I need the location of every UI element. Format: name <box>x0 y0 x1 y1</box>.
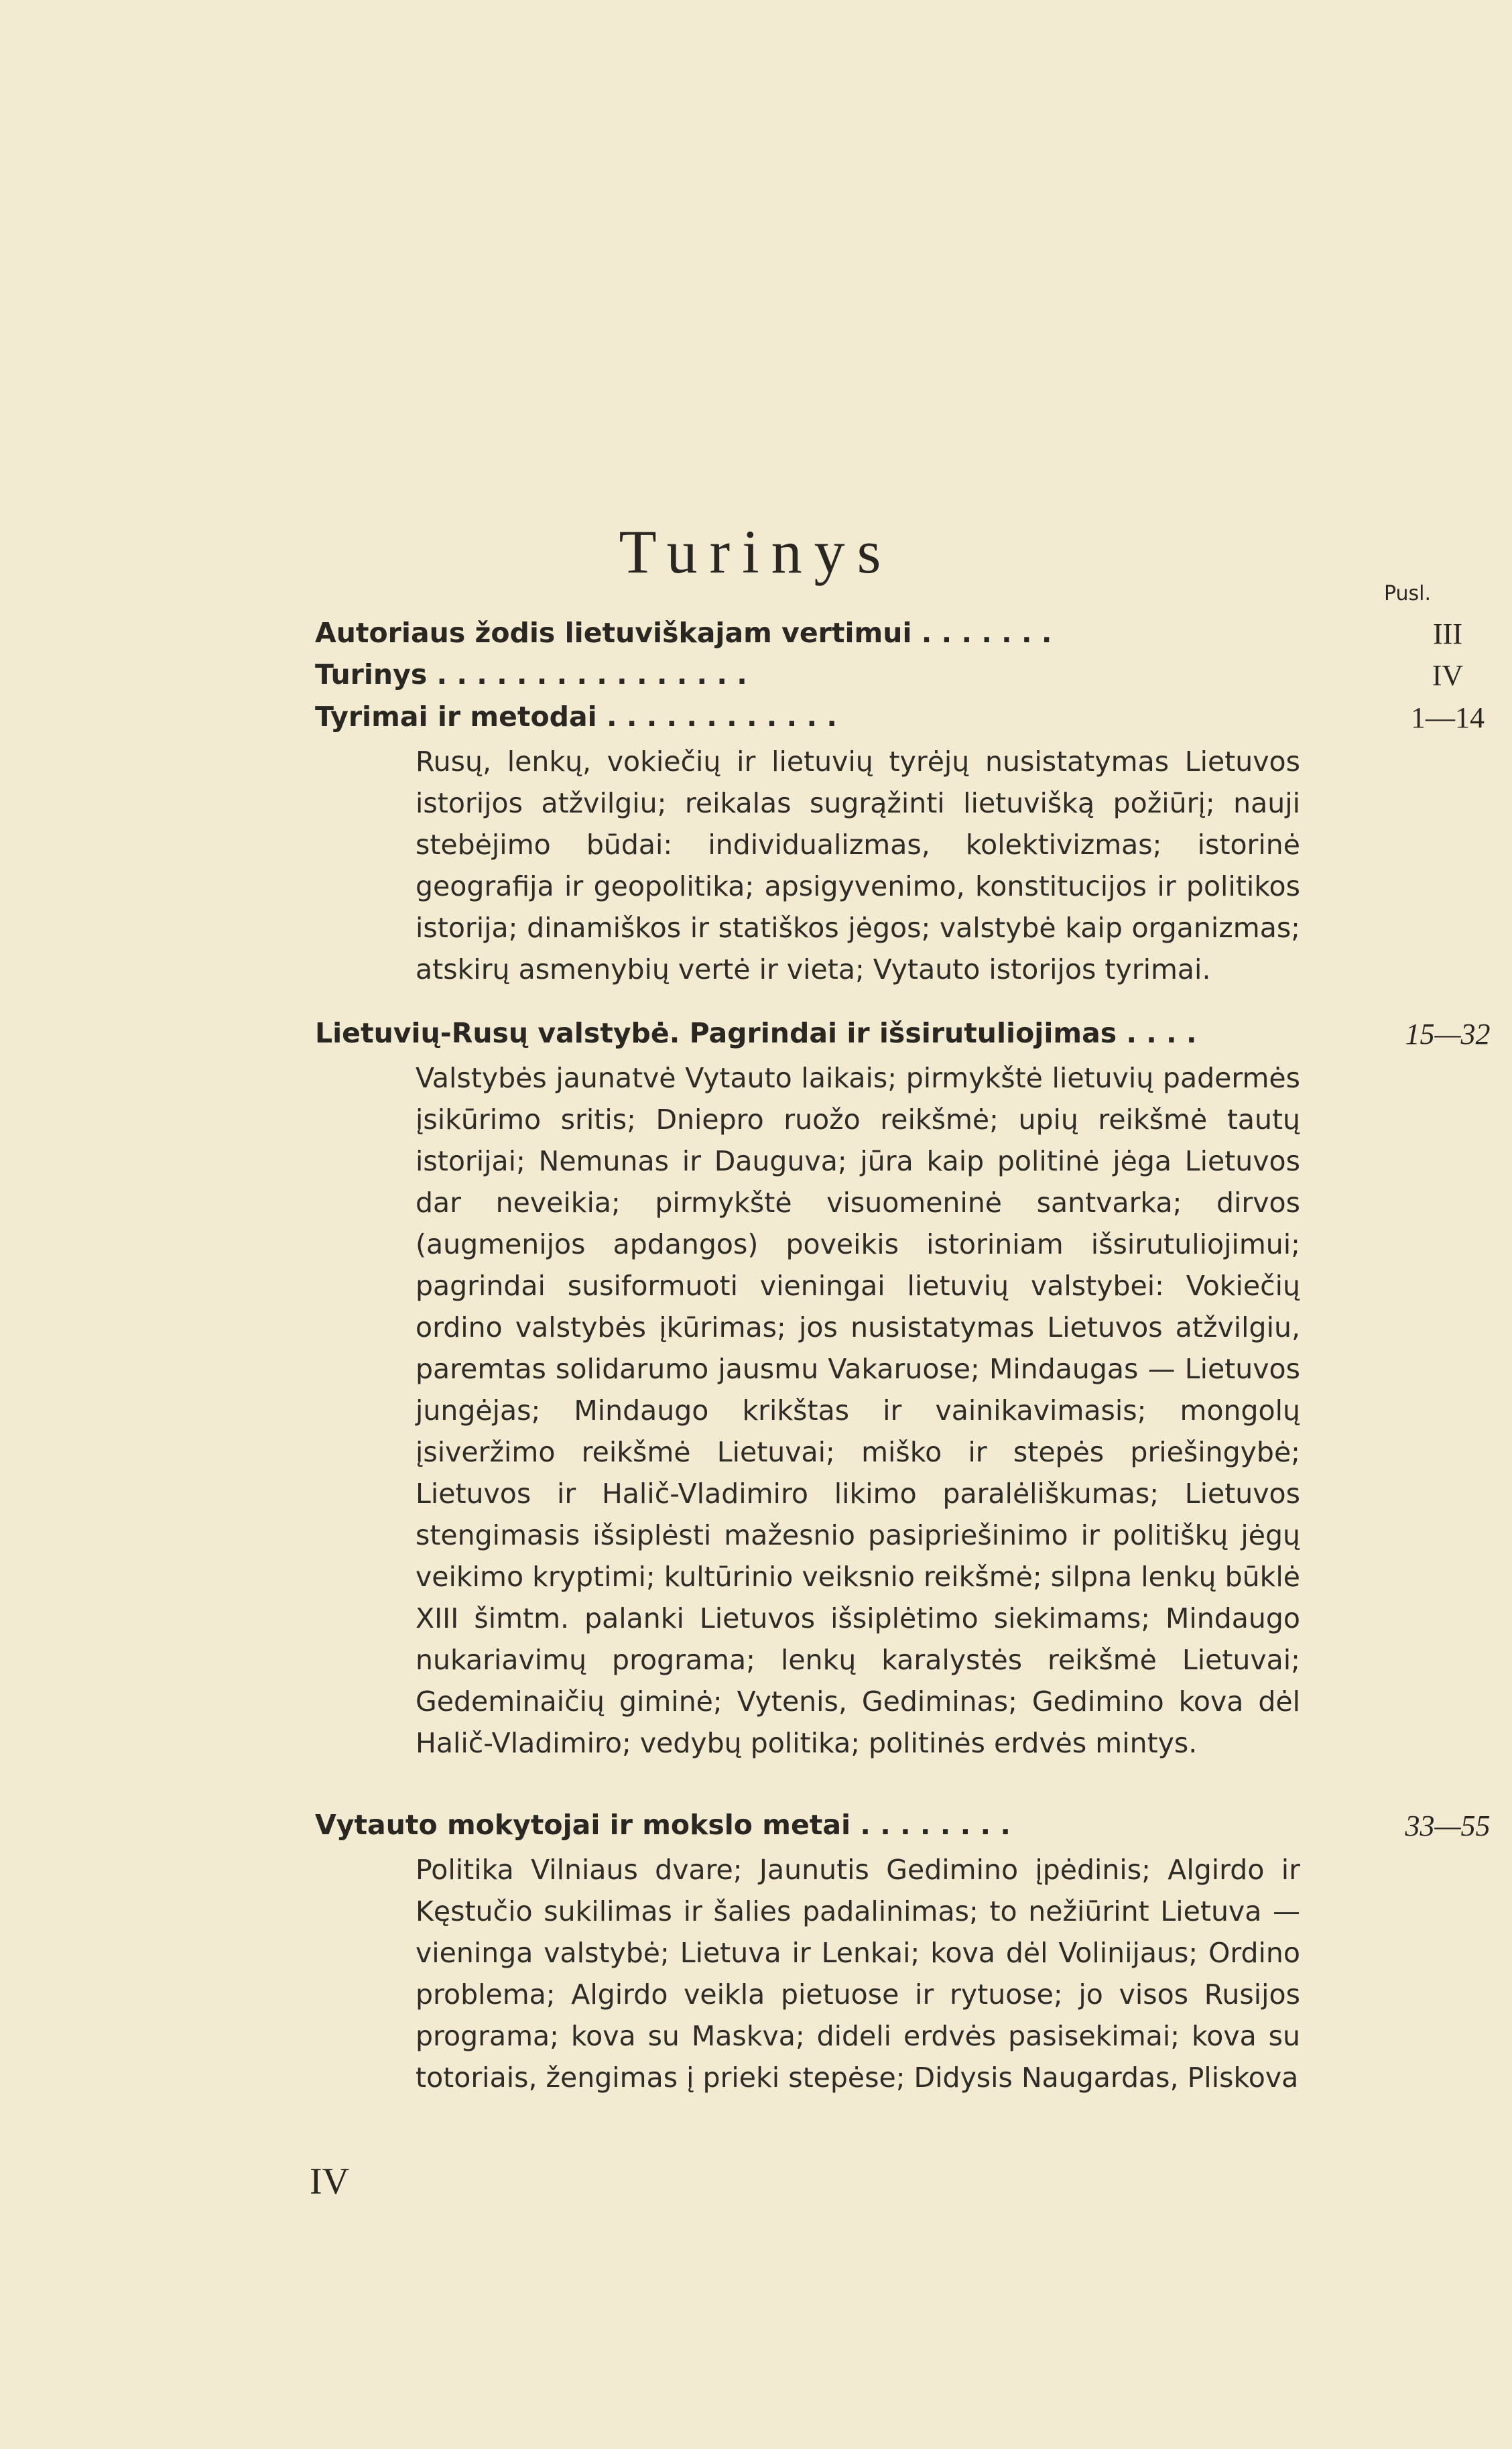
toc-entry <box>315 1809 1512 1849</box>
toc-entry <box>315 1017 1512 1057</box>
toc-entry-description: Rusų, lenkų, vokiečių ir lietuvių tyrėjų nusistatymas Lietuvos istorijos atžvilgiu; reikalas sugrąžinti lietuvišką požiūrį; nauji stebėjimo būdai: individualizmas, kolektivizmas; istorinė geografija ir geopolitika; apsigyvenimo, konstitucijos ir politikos istorija; dinamiškos ir statiškos jėgos; valstybė kaip organizmas; atskirų asmenybių vertė ir vieta; Vytauto istorijos tyrimai. <box>416 745 1300 985</box>
toc-entry-title: Autoriaus žodis lietuviškajam vertimui . . . . . . . <box>315 617 1052 649</box>
toc-entry <box>315 658 1512 699</box>
toc-title: Turinys <box>619 518 893 586</box>
toc-entry-title: Tyrimai ir metodai . . . . . . . . . . . . <box>315 701 837 733</box>
toc-entry-title: Vytauto mokytojai ir mokslo metai . . . . . . . . <box>315 1809 1011 1841</box>
toc-entry-page: 33—55 <box>1405 1809 1491 1842</box>
toc-entry-page: 1—14 <box>1411 701 1485 734</box>
toc-entry-description: Valstybės jaunatvė Vytauto laikais; pirmykštė lietuvių padermės įsikūrimo sritis; Dniepro ruožo reikšmė; upių reikšmė tautų istorijai; Nemunas ir Dauguva; jūra kaip politinė jėga Lietuvos dar neveikia; pirmykštė visuomeninė santvarka; dirvos (augmenijos apdangos) poveikis istoriniam išsirutuliojimui; pagrindai susiformuoti vieningai lietuvių valstybei: Vokiečių ordino valstybės įkūrimas; jos nusistatymas Lietuvos atžvilgiu, paremtas solidarumo jausmu Vakaruose; Mindaugas — Lietuvos jungėjas; Mindaugo krikštas ir vainikavimasis; mongolų įsiveržimo reikšmė Lietuvai; miško ir stepės priešingybė; Lietuvos ir Halič-Vladimiro likimo paralėliškumas; Lietuvos stengimasis išsiplėsti mažesnio pasipriešinimo ir politiškų jėgų veikimo kryptimi; kultūrinio veiksnio reikšmė; silpna lenkų būklė XIII šimtm. palanki Lietuvos išsiplėtimo siekimams; Mindaugo nukariavimų programa; lenkų karalystės reikšmė Lietuvai; Gedeminaičių giminė; Vytenis, Gediminas; Gedimino kova dėl Halič-Vladimiro; vedybų politika; politinės erdvės mintys. <box>416 1062 1300 1759</box>
page-number: IV <box>310 2161 350 2202</box>
toc-entry-title: Turinys . . . . . . . . . . . . . . . . <box>315 658 747 691</box>
toc-entry-description: Politika Vilniaus dvare; Jaunutis Gedimino įpėdinis; Algirdo ir Kęstučio sukilimas ir šalies padalinimas; to nežiūrint Lietuva — vieninga valstybė; Lietuva ir Lenkai; kova dėl Volinijaus; Ordino problema; Algirdo veikla pietuose ir rytuose; jo visos Rusijos programa; kova su Maskva; dideli erdvės pasisekimai; kova su totoriais, žengimas į prieki stepėse; Didysis Naugardas, Pliskova <box>416 1854 1300 2094</box>
toc-entry-page: IV <box>1432 659 1464 692</box>
toc-entry-page: 15—32 <box>1405 1018 1491 1051</box>
toc-entry-page: III <box>1433 617 1462 650</box>
toc-entry-title: Lietuvių-Rusų valstybė. Pagrindai ir išsirutuliojimas . . . . <box>315 1017 1197 1049</box>
toc-entry <box>315 617 1512 657</box>
toc-entry <box>315 701 1512 741</box>
page-column-label: Pusl. <box>1383 582 1432 605</box>
